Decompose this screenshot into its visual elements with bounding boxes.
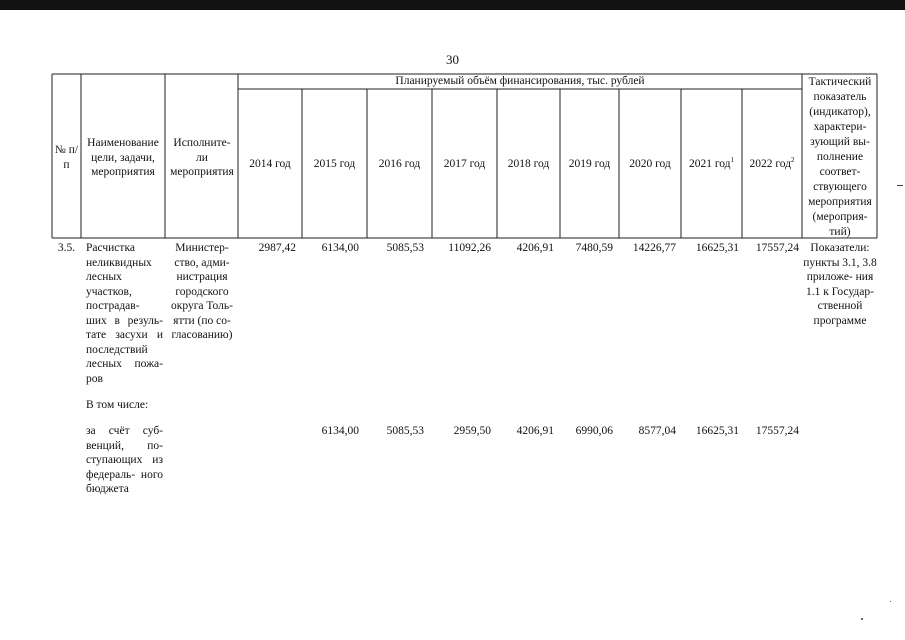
header-year-2022-label: 2022 год xyxy=(749,158,792,170)
header-funding: Планируемый объём финансирования, тыс. рублей xyxy=(395,75,645,87)
header-year-2014: 2014 год xyxy=(249,158,291,170)
row-value-2015: 6134,00 xyxy=(321,242,359,254)
header-indicator: Тактический показатель (индикатор), характери- зующий вы- полнение соответ- ствующего мероприятия (мероприя- тий) xyxy=(808,76,872,238)
header-num: № п/п xyxy=(54,144,79,171)
row-value-2016: 5085,53 xyxy=(386,242,424,254)
row-value-2014: 2987,42 xyxy=(258,242,296,254)
header-year-2021-label: 2021 год xyxy=(688,158,731,170)
row-value-2018: 4206,91 xyxy=(516,242,554,254)
header-year-2016: 2016 год xyxy=(378,158,421,170)
subrow-value-2020: 8577,04 xyxy=(638,425,676,437)
row-executor: Министер- ство, адми- нистрация городского округа Толь- ятти (по со- гласованию) xyxy=(171,242,233,341)
subrow-value-2022: 17557,24 xyxy=(755,425,799,437)
row-name: Расчистка неликвидных лесных участков, пострадав- ших в резуль- тате засухи и последствий лесных пожа- ров xyxy=(86,242,163,385)
header-year-2020: 2020 год xyxy=(629,158,671,170)
row-value-2020: 14226,77 xyxy=(632,242,676,254)
row-value-2022: 17557,24 xyxy=(755,242,799,254)
footnote-mark-2: 2 xyxy=(791,156,795,164)
scan-speck xyxy=(861,618,863,620)
subrow-value-2017: 2959,50 xyxy=(453,425,491,437)
subrow-value-2015: 6134,00 xyxy=(321,425,359,437)
header-executor: Исполните- ли мероприятия xyxy=(170,137,234,178)
header-year-2021 xyxy=(681,157,742,172)
row-value-2017: 11092,26 xyxy=(448,242,491,254)
scan-speck xyxy=(890,601,891,602)
subrow-name: за счёт суб- венций, по- ступающих из федераль- ного бюджета xyxy=(86,425,163,495)
footnote-mark-1: 1 xyxy=(730,156,735,164)
row-num: 3.5. xyxy=(57,242,76,254)
subrow-value-2018: 4206,91 xyxy=(516,425,554,437)
header-year-2018: 2018 год xyxy=(507,158,550,170)
row-value-2021: 16625,31 xyxy=(695,242,739,254)
subrow-value-2021: 16625,31 xyxy=(695,425,739,437)
header-year-2022 xyxy=(742,157,802,172)
subrow-value-2019: 6990,06 xyxy=(575,425,613,437)
header-year-2017: 2017 год xyxy=(443,158,486,170)
row-indicator: Показатели: пункты 3.1, 3.8 приложе- ния 1.1 к Государ- ственной программе xyxy=(803,242,877,327)
page-number: 30 xyxy=(446,52,459,67)
margin-tick-mark xyxy=(897,185,903,186)
header-year-2019: 2019 год xyxy=(568,158,611,170)
row-value-2019: 7480,59 xyxy=(575,242,613,254)
header-name: Наименование цели, задачи, мероприятия xyxy=(87,137,159,178)
header-year-2015: 2015 год xyxy=(313,158,356,170)
including-label: В том числе: xyxy=(86,399,149,411)
subrow-value-2016: 5085,53 xyxy=(386,425,424,437)
